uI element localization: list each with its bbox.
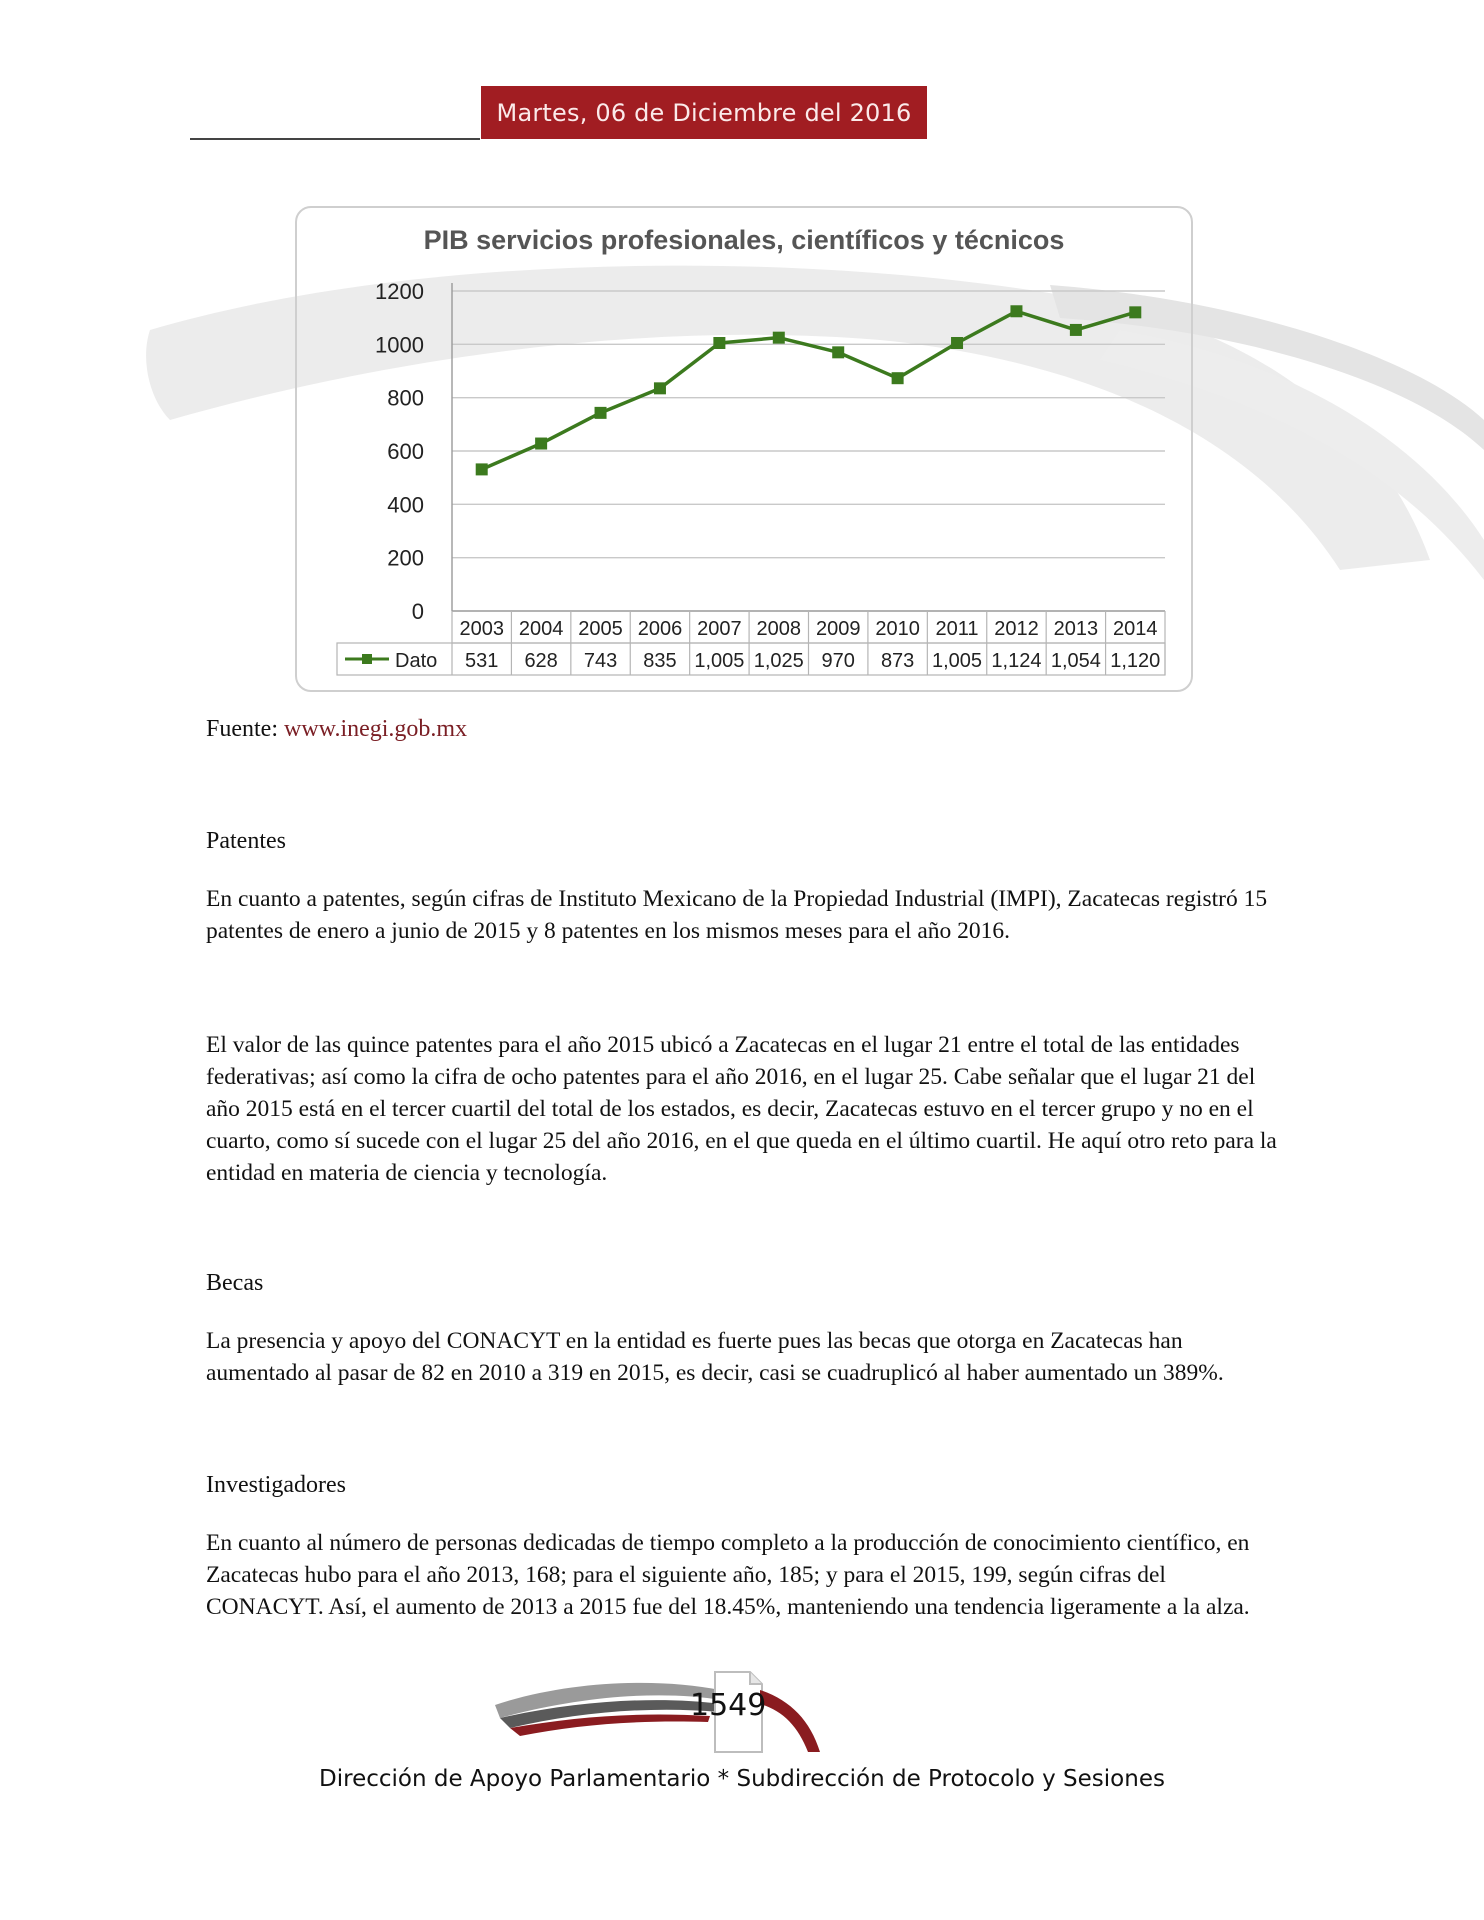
data-value-label: 835	[643, 650, 677, 672]
source-link[interactable]: www.inegi.gob.mx	[284, 716, 468, 742]
data-point	[1010, 305, 1022, 317]
heading-investigadores: Investigadores	[206, 1472, 346, 1498]
footer-text: Dirección de Apoyo Parlamentario * Subdirección de Protocolo y Sesiones	[319, 1766, 1165, 1792]
paragraph-becas: La presencia y apoyo del CONACYT en la entidad es fuerte pues las becas que otorga en Zacatecas han aumentado al pasar de 82 en 2010 a 319 en 2015, es decir, casi se cuadruplicó al haber aumentado un 389%.	[206, 1328, 1224, 1386]
data-point	[595, 407, 607, 419]
legend-marker	[362, 654, 372, 664]
chart-svg	[297, 208, 1191, 690]
series-line-dato	[482, 311, 1136, 469]
x-category-label: 2009	[815, 618, 861, 640]
data-value-label: 970	[821, 650, 855, 672]
data-value-label: 1,005	[694, 650, 745, 672]
heading-patentes: Patentes	[206, 828, 286, 854]
data-value-label: 873	[880, 650, 915, 672]
data-value-label: 531	[465, 650, 499, 672]
y-tick-label: 0	[411, 599, 424, 624]
x-category-label: 2005	[578, 618, 623, 640]
data-value-label: 1,124	[991, 650, 1042, 672]
data-point	[1070, 324, 1082, 336]
x-category-label: 2008	[756, 618, 802, 640]
paragraph-patentes-1: En cuanto a patentes, según cifras de Instituto Mexicano de la Propiedad Industrial (IMPI), Zacatecas registró 15 patentes de enero a junio de 2015 y 8 patentes en los mismos meses para el año 2016.	[206, 886, 1268, 944]
legend-label: Dato	[395, 650, 438, 672]
y-tick-label: 1200	[375, 279, 424, 304]
y-tick-label: 400	[387, 492, 424, 518]
paragraph-patentes-2: El valor de las quince patentes para el año 2015 ubicó a Zacatecas en el lugar 21 entre el total de las entidades federativas; así como la cifra de ocho patentes para el año 2016, en el lugar 25. Cabe señalar que el lugar 21 del año 2015 está en el tercer cuartil del total de los estados, es decir, Zacatecas estuvo en el tercer grupo y no en el cuarto, como sí sucede con el lugar 25 del año 2016, en el que queda en el último cuartil. He aquí otro reto para la entidad en materia de ciencia y tecnología.	[206, 1032, 1277, 1186]
y-tick-label: 200	[387, 545, 424, 571]
x-category-label: 2010	[875, 618, 920, 640]
footer-swoosh-logo	[490, 1660, 830, 1760]
x-category-label: 2004	[518, 618, 564, 640]
x-category-label: 2014	[1113, 618, 1158, 640]
data-point	[535, 438, 547, 450]
data-value-label: 1,025	[753, 650, 804, 672]
data-value-label: 1,120	[1110, 650, 1161, 672]
chart-pib-servicios	[295, 206, 1193, 692]
chart-title: PIB servicios profesionales, científicos y técnicos	[423, 225, 1065, 255]
x-category-label: 2006	[637, 618, 683, 640]
page-number: 1549	[690, 1688, 767, 1723]
x-category-label: 2007	[697, 618, 742, 640]
x-category-label: 2012	[994, 618, 1039, 640]
header-rule	[190, 138, 480, 140]
x-category-label: 2003	[459, 618, 504, 640]
x-category-label: 2013	[1053, 618, 1099, 640]
x-category-label: 2011	[935, 618, 979, 640]
data-value-label: 743	[583, 650, 618, 672]
header-date: Martes, 06 de Diciembre del 2016	[496, 98, 912, 127]
data-point	[832, 346, 844, 358]
data-value-label: 1,005	[932, 650, 983, 672]
data-point	[773, 332, 785, 344]
data-point	[1129, 306, 1141, 318]
data-point	[951, 337, 963, 349]
data-point	[654, 382, 666, 394]
heading-becas: Becas	[206, 1270, 264, 1296]
paragraph-investigadores: En cuanto al número de personas dedicadas de tiempo completo a la producción de conocimiento científico, en Zacatecas hubo para el año 2013, 168; para el siguiente año, 185; y para el 2015, 199, según cifras del CONACYT. Así, el aumento de 2013 a 2015 fue del 18.45%, manteniendo una tendencia ligeramente a la alza.	[206, 1530, 1250, 1620]
data-value-label: 628	[524, 650, 558, 672]
data-point	[713, 337, 725, 349]
y-tick-label: 600	[387, 439, 424, 464]
source-label: Fuente:	[206, 716, 278, 742]
y-tick-label: 1000	[375, 332, 424, 358]
data-point	[892, 372, 904, 384]
source-line	[206, 716, 467, 743]
data-point	[476, 463, 488, 475]
header-date-banner	[481, 86, 927, 139]
data-value-label: 1,054	[1050, 650, 1101, 672]
y-tick-label: 800	[387, 385, 424, 411]
